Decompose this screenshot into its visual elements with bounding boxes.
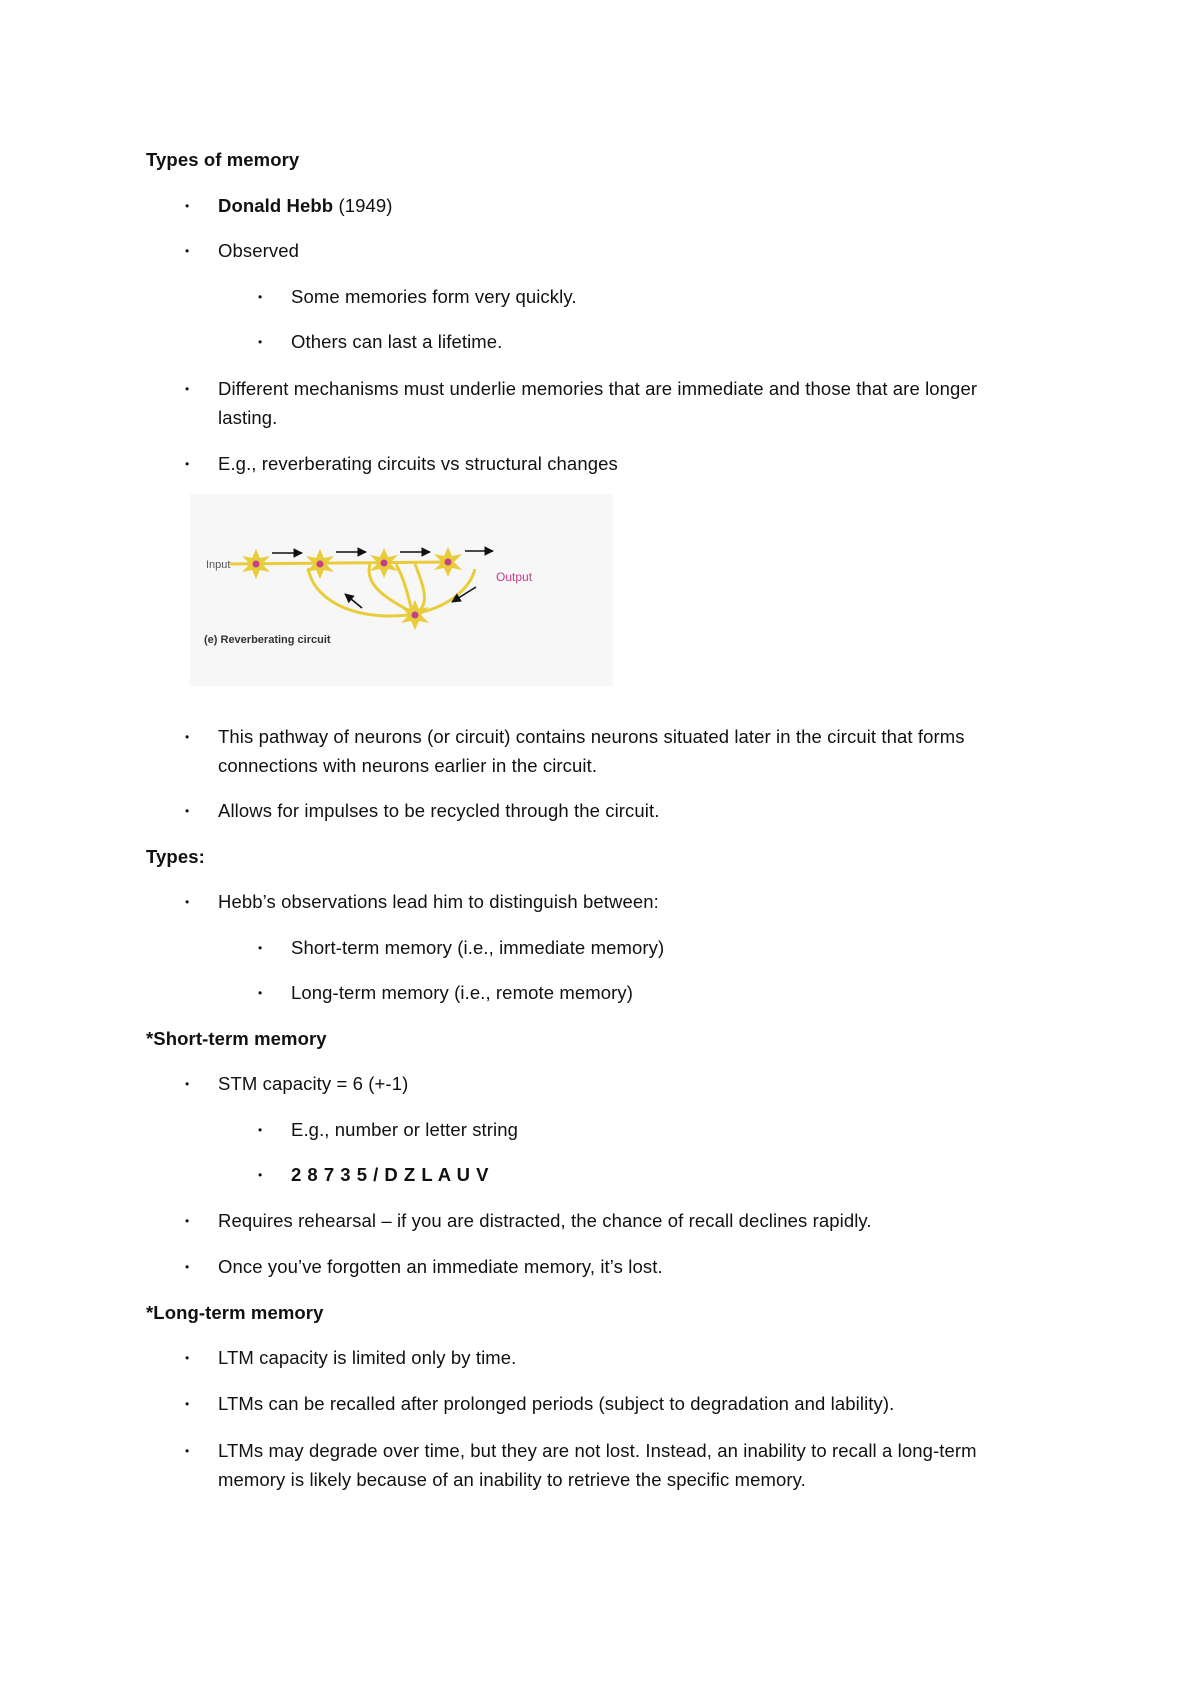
bullet-icon: • xyxy=(185,1397,190,1411)
list-item: This pathway of neurons (or circuit) contains neurons situated later in the circuit that forms xyxy=(218,726,965,747)
figure-caption: (e) Reverberating circuit xyxy=(204,634,331,646)
list-item: Long-term memory (i.e., remote memory) xyxy=(291,982,634,1003)
bullet-icon: • xyxy=(258,941,263,955)
circuit-diagram xyxy=(190,494,613,686)
bullet-icon: • xyxy=(185,457,190,471)
list-item-continuation: lasting. xyxy=(218,407,278,428)
list-item: Hebb’s observations lead him to distinguish between: xyxy=(218,891,659,912)
list-item xyxy=(218,194,393,218)
list-item: Allows for impulses to be recycled through the circuit. xyxy=(218,800,660,821)
list-item: Once you’ve forgotten an immediate memory, it’s lost. xyxy=(218,1256,663,1277)
list-item: 2 8 7 3 5 / D Z L A U V xyxy=(291,1164,489,1185)
bullet-icon: • xyxy=(185,244,190,258)
bullet-icon: • xyxy=(185,1214,190,1228)
bullet-icon: • xyxy=(185,1351,190,1365)
list-item: STM capacity = 6 (+-1) xyxy=(218,1073,409,1094)
list-item: E.g., reverberating circuits vs structural changes xyxy=(218,453,618,474)
list-item: Different mechanisms must underlie memories that are immediate and those that are longer xyxy=(218,378,978,399)
list-item: LTM capacity is limited only by time. xyxy=(218,1347,517,1368)
list-item: Observed xyxy=(218,240,300,261)
list-item: Others can last a lifetime. xyxy=(291,331,503,352)
hebb-name: Donald Hebb xyxy=(218,195,334,216)
feedback-path xyxy=(308,568,415,616)
bullet-icon: • xyxy=(185,199,190,213)
list-item: Some memories form very quickly. xyxy=(291,286,577,307)
bullet-icon: • xyxy=(258,1168,263,1182)
bullet-icon: • xyxy=(185,730,190,744)
bullet-icon: • xyxy=(258,290,263,304)
input-label: Input xyxy=(206,559,231,571)
list-item: E.g., number or letter string xyxy=(291,1119,519,1140)
hebb-year: (1949) xyxy=(338,195,393,216)
list-item: LTMs may degrade over time, but they are not lost. Instead, an inability to recall a long-term xyxy=(218,1440,977,1461)
list-item-continuation: connections with neurons earlier in the circuit. xyxy=(218,755,598,776)
bullet-icon: • xyxy=(185,382,190,396)
output-label: Output xyxy=(496,570,533,584)
bullet-icon: • xyxy=(258,986,263,1000)
list-item: Requires rehearsal – if you are distracted, the chance of recall declines rapidly. xyxy=(218,1210,872,1231)
page-title: Types of memory xyxy=(146,149,300,170)
section-heading: *Short-term memory xyxy=(146,1028,327,1049)
bullet-icon: • xyxy=(258,335,263,349)
list-item-continuation: memory is likely because of an inability to retrieve the specific memory. xyxy=(218,1469,806,1490)
bullet-icon: • xyxy=(185,804,190,818)
arrow-icon xyxy=(345,594,362,608)
list-item: LTMs can be recalled after prolonged periods (subject to degradation and lability). xyxy=(218,1393,895,1414)
bullet-icon: • xyxy=(258,1123,263,1137)
reverberating-circuit-figure xyxy=(190,494,613,686)
bullet-icon: • xyxy=(185,895,190,909)
bullet-icon: • xyxy=(185,1077,190,1091)
section-heading: *Long-term memory xyxy=(146,1302,324,1323)
list-item: Short-term memory (i.e., immediate memory) xyxy=(291,937,665,958)
bullet-icon: • xyxy=(185,1260,190,1274)
section-heading: Types: xyxy=(146,846,205,867)
bullet-icon: • xyxy=(185,1444,190,1458)
